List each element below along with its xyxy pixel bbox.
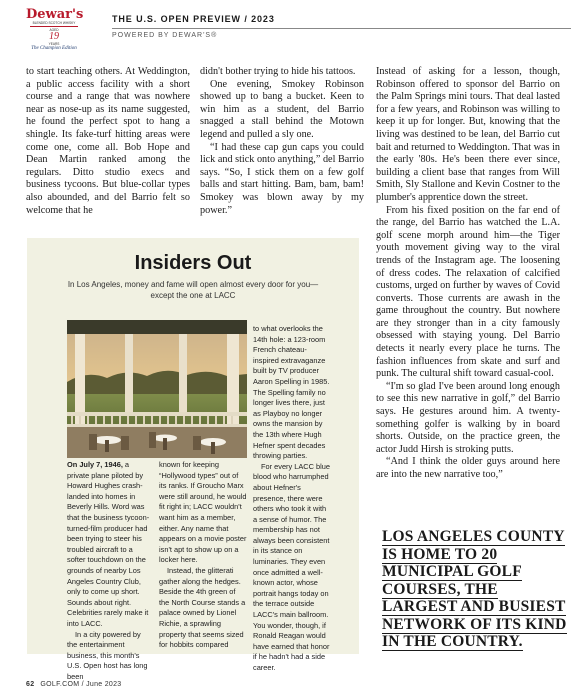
page-number: 62 (26, 681, 35, 688)
folio: GOLF.COM / June 2023 (40, 681, 122, 688)
logo-brand: Dewar's (26, 7, 84, 22)
paragraph: From his fixed position on the far end of the range, del Barrio has watched the L.A. golf scene morph around him—the Tiger youth movement giving way to the viral trends of the Instagram age. The loosening of dress codes. The relaxation of calcified customs, urged on further by waves of Covid converts. Those currents are awash in the game throughout the country. But nowhere are they stronger than in a city famously obsessed with staying young. Del Barrio detects it nearly every place he turns. The fashion influences from skate and surf and punk. The cultural shift toward casual-cool. (376, 204, 560, 380)
pull-quote-text: LOS ANGELES COUNTY IS HOME TO 20 MUNICIPAL GOLF COURSES, THE LARGEST AND BUSIEST NETWORK OF ITS KIND IN THE COUNTRY. (382, 528, 567, 650)
paragraph: “I had these cap gun caps you could lick and stick onto anything,” del Barrio says. “So, I stick them on a few golf balls and start hitting. Bam, bam, bam! Smokey was blown away by my power.” (200, 141, 364, 216)
paragraph: For every LACC blue blood who harrumphed about Hefner's presence, there were others who took it with a sense of humor. The membership has not always been consistent in its stance on luminaries. They even once admitted a well-known actor, whose portrait hangs today on the terrace outside LACC's main ballroom. You wonder, though, if Ronald Reagan would have earned that honor if he hadn't had a side career. (253, 461, 331, 672)
logo-aged-label: AGED (49, 28, 59, 32)
lead-in: On July 7, 1946, (67, 460, 123, 469)
paragraph: Instead, the glitterati gather along the hedges. Beside the 4th green of the North Course stands a palace owned by Lionel Richie, a sprawling property that seems sized for hobbits compared (159, 565, 246, 650)
sidebar-photo (67, 320, 247, 458)
dewars-logo (26, 8, 82, 54)
paragraph: In a city powered by the entertainment business, this month's U.S. Open host has long been (67, 629, 148, 681)
paragraph: to start teaching others. At Weddington, a public access facility with a short course and a range that was nowhere near as nose-up as its name suggested, he found the perfect spot to hang a shingle. Its fake-turf hitting areas were come one, come all. Bob Hope and Dean Martin ranked among the regulars. Ditto studio execs and business tycoons. But blue-collar types also abounded, and del Barrio felt so welcome that he (26, 66, 190, 216)
paragraph: didn't bother trying to hide his tattoos. (200, 66, 356, 77)
body-column-right (376, 66, 560, 482)
page-footer (26, 681, 121, 688)
paragraph: “I'm so glad I've been around long enough to see this new narrative in golf,” del Barrio says. He gestures around him. A twenty-something golfer is walking by in board shorts. Outside, on the practice green, the actor Judd Hirsh is stroking putts. (376, 380, 560, 455)
paragraph: known for keeping “Hollywood types” out of its ranks. If Groucho Marx were still around, he would fit right in; LACC wouldn't want him as a member, either. Any name that appears on a movie poster isn't apt to show up on a locker here. (159, 460, 247, 565)
body-column-left (26, 66, 190, 217)
sidebar-column-1 (67, 460, 151, 682)
sidebar-title: Insiders Out (134, 252, 252, 274)
header-divider (112, 28, 571, 29)
section-subtitle: POWERED BY DEWAR'S® (112, 32, 218, 39)
paragraph: “And I think the older guys around here are into the new narrative too,” (376, 456, 560, 480)
sidebar-column-3 (253, 324, 331, 674)
logo-rule (30, 26, 78, 27)
logo-small-line: BLENDED SCOTCH WHISKY (32, 21, 76, 25)
sidebar-box (27, 238, 359, 681)
paragraph (67, 460, 151, 630)
paragraph-text: a private plane piloted by Howard Hughes crash-landed into homes in Beverly Hills. Word was that the business tycoon-turned-film producer had been trying to steer his troubled aircraft to a softer touchdown on the grounds of nearby Los Angeles Country Club, only to come up short. Sounds about right. Celebrities rarely make it into LACC. (67, 460, 150, 628)
logo-years: 19 (49, 31, 59, 42)
logo-years-label: YEARS (48, 42, 60, 46)
sidebar-dek: In Los Angeles, money and fame will open almost every door for you—except the one at LACC (67, 280, 319, 300)
sidebar-column-2 (159, 460, 247, 651)
paragraph: One evening, Smokey Robinson showed up to bang a bucket. Keen to win him as a student, del Barrio snagged a stall behind the Motown legend and pulled a sly one. (200, 78, 364, 140)
paragraph: to what overlooks the 14th hole: a 123-room French chateau-inspired extravaganze built by TV producer Aaron Spelling in 1985. The Spelling family no longer lives there, just as Playboy no longer owns the mansion by the 13th where Hugh Hefner spent decades throwing parties. (253, 324, 330, 461)
pull-quote (382, 528, 572, 651)
page-header (26, 8, 571, 54)
paragraph: Instead of asking for a lesson, though, Robinson offered to sponsor del Barrio on the Palm Springs mini tours. That deal lasted for a few years, and Robinson was willing to keep it up for longer. But, knowing that the living was destined to be lean, del Barrio cut bait and returned to Weddington. That was in the early '80s. He's been there ever since, building a client base that ranges from Will Smith, Sly Stallone and Kevin Costner to the plumber's apprentice down the street. (376, 66, 560, 203)
clubhouse-terrace-image (67, 320, 247, 458)
body-column-middle (200, 66, 364, 217)
logo-edition: The Champion Edition (31, 46, 77, 51)
section-title: THE U.S. OPEN PREVIEW / 2023 (112, 14, 275, 24)
